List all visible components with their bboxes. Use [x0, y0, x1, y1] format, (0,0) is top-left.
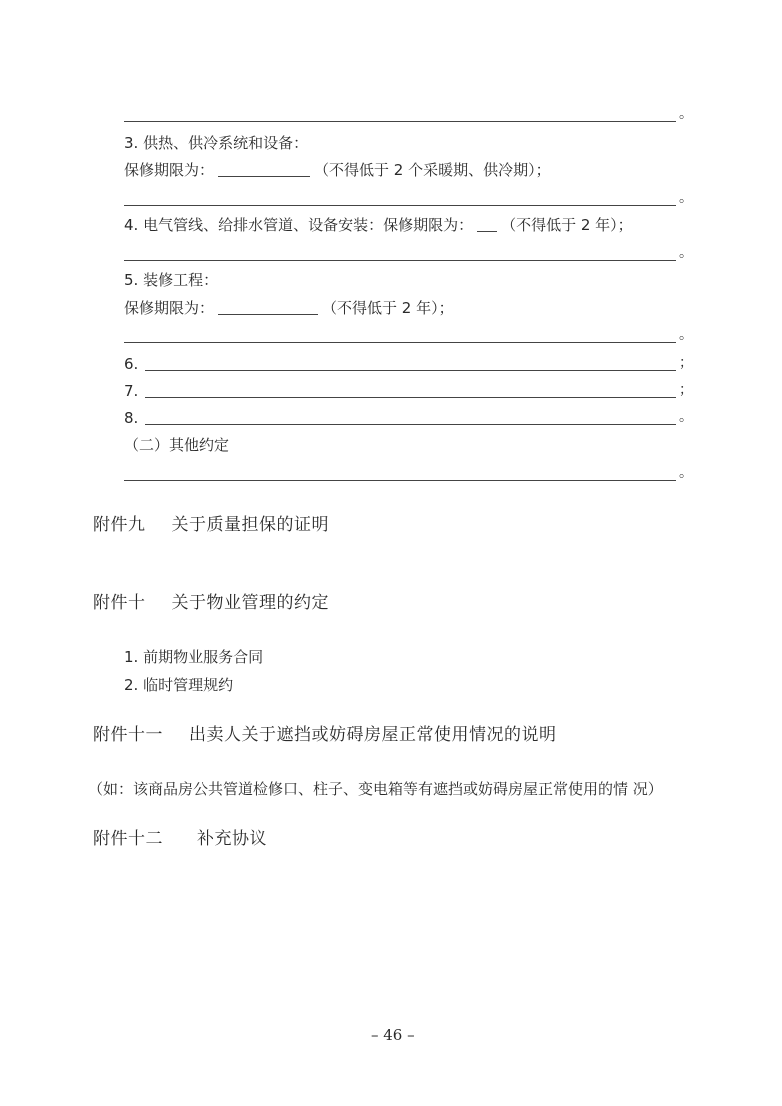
annex-11-note: （如：该商品房公共管道检修口、柱子、变电箱等有遮挡或妨碍房屋正常使用的情 况）: [88, 780, 663, 798]
blank-line: [124, 260, 676, 261]
line-end-mark: ；: [679, 382, 693, 398]
item-5-title: 5. 装修工程：: [124, 271, 219, 289]
annex-label: 附件十一: [93, 725, 163, 745]
annex-title: 补充协议: [197, 829, 267, 849]
annex-title: 关于质量担保的证明: [171, 515, 329, 535]
item-5-warranty-line: [124, 299, 454, 317]
blank-line: [145, 424, 676, 425]
item-3-warranty-line: [124, 161, 551, 179]
annex-10-heading: [93, 592, 329, 614]
warranty-label: 保修期限为：: [124, 299, 215, 317]
annex-label: 附件九: [93, 515, 146, 535]
item-4-label: 4. 电气管线、给排水管道、设备安装：保修期限为：: [124, 216, 474, 234]
line-end-mark: 。: [679, 465, 693, 481]
annex-title: 出卖人关于遮挡或妨碍房屋正常使用情况的说明: [189, 725, 557, 745]
blank-line: [124, 342, 676, 343]
line-end-mark: ；: [679, 355, 693, 371]
line-end-mark: 。: [679, 327, 693, 343]
list-item: 1. 前期物业服务合同: [124, 648, 264, 666]
warranty-blank: [218, 300, 318, 315]
line-end-mark: 。: [679, 190, 693, 206]
item-8-number: 8.: [124, 409, 139, 427]
annex-title: 关于物业管理的约定: [171, 593, 329, 613]
line-end-mark: 。: [679, 409, 693, 425]
item-7-number: 7.: [124, 382, 139, 400]
warranty-note: （不得低于 2 年）；: [322, 299, 454, 317]
annex-label: 附件十二: [93, 829, 163, 849]
item-4-warranty-line: [124, 216, 633, 234]
item-6-number: 6.: [124, 355, 139, 373]
blank-line: [124, 480, 676, 481]
annex-9-heading: [93, 514, 329, 536]
line-end-mark: 。: [679, 106, 693, 122]
annex-label: 附件十: [93, 593, 146, 613]
blank-line: [145, 397, 676, 398]
warranty-label: 保修期限为：: [124, 161, 215, 179]
line-end-mark: 。: [679, 245, 693, 261]
annex-11-heading: [93, 724, 557, 746]
warranty-blank: [218, 162, 310, 177]
blank-line: [124, 121, 676, 122]
annex-12-heading: [93, 828, 267, 850]
other-agreement-heading: （二）其他约定: [124, 436, 230, 454]
item-3-title: 3. 供热、供冷系统和设备：: [124, 134, 309, 152]
blank-line: [145, 370, 676, 371]
warranty-note: （不得低于 2 个采暖期、供冷期）；: [314, 161, 551, 179]
warranty-blank: [477, 217, 497, 232]
list-item: 2. 临时管理规约: [124, 676, 234, 694]
blank-line: [124, 205, 676, 206]
warranty-note: （不得低于 2 年）；: [501, 216, 633, 234]
page-number: – 46 –: [371, 1026, 415, 1044]
